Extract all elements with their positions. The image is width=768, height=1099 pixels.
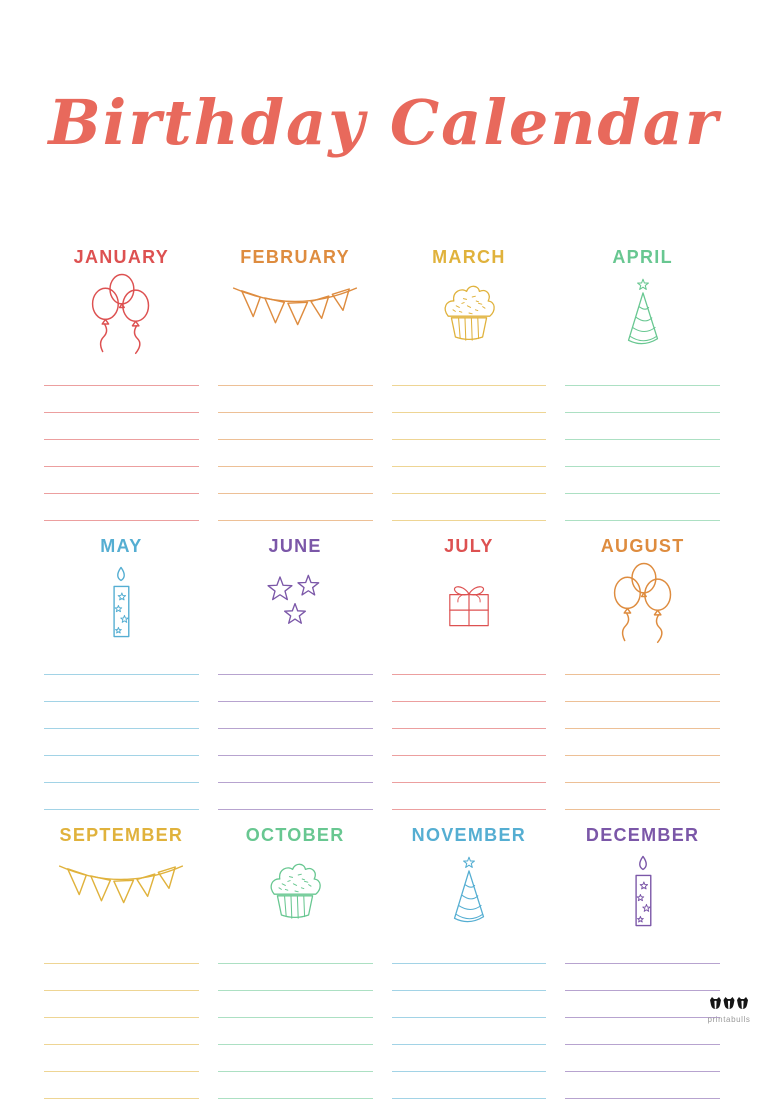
month-lines — [392, 648, 547, 810]
write-line — [44, 964, 199, 991]
write-line — [392, 440, 547, 467]
write-line — [565, 413, 720, 440]
page-title: Birthday Calendar — [48, 85, 720, 159]
write-line — [565, 756, 720, 783]
write-line — [565, 494, 720, 521]
month-label: FEBRUARY — [240, 247, 350, 268]
write-line — [392, 756, 547, 783]
write-line — [218, 440, 373, 467]
write-line — [565, 1045, 720, 1072]
write-line — [218, 1045, 373, 1072]
month-lines — [392, 359, 547, 521]
month-label: JANUARY — [73, 247, 170, 268]
write-line — [565, 648, 720, 675]
write-line — [565, 1018, 720, 1045]
month-cell — [392, 245, 547, 521]
write-line — [392, 1018, 547, 1045]
write-line — [218, 729, 373, 756]
write-line — [565, 729, 720, 756]
write-line — [218, 494, 373, 521]
write-line — [44, 494, 199, 521]
party-hat-icon — [392, 847, 547, 935]
write-line — [565, 964, 720, 991]
write-line — [565, 386, 720, 413]
write-line — [218, 675, 373, 702]
write-line — [218, 783, 373, 810]
month-lines — [218, 937, 373, 1099]
write-line — [565, 702, 720, 729]
month-label: JUNE — [268, 536, 322, 557]
write-line — [218, 756, 373, 783]
write-line — [44, 991, 199, 1018]
write-line — [218, 1018, 373, 1045]
month-cell — [392, 534, 547, 810]
month-cell — [44, 823, 199, 1099]
write-line — [392, 675, 547, 702]
write-line — [44, 729, 199, 756]
month-label: APRIL — [612, 247, 673, 268]
cupcake-icon — [218, 847, 373, 935]
balloons-icon — [44, 269, 199, 357]
write-line — [218, 386, 373, 413]
write-line — [565, 467, 720, 494]
birthday-candle-icon — [565, 847, 720, 935]
write-line — [218, 648, 373, 675]
write-line — [392, 937, 547, 964]
month-cell — [44, 534, 199, 810]
write-line — [392, 1045, 547, 1072]
write-line — [565, 675, 720, 702]
write-line — [44, 1072, 199, 1099]
month-cell — [392, 823, 547, 1099]
month-lines — [565, 648, 720, 810]
write-line — [44, 440, 199, 467]
write-line — [565, 359, 720, 386]
month-lines — [218, 648, 373, 810]
month-label: JULY — [444, 536, 494, 557]
bunting-banner-icon — [218, 269, 373, 357]
month-lines — [565, 359, 720, 521]
write-line — [565, 440, 720, 467]
write-line — [392, 494, 547, 521]
write-line — [392, 729, 547, 756]
cupcake-icon — [392, 269, 547, 357]
month-label: SEPTEMBER — [59, 825, 184, 846]
write-line — [218, 991, 373, 1018]
month-label: AUGUST — [600, 536, 685, 557]
three-bulldogs-icon — [709, 997, 749, 1010]
write-line — [392, 648, 547, 675]
month-lines — [44, 359, 199, 521]
write-line — [392, 1072, 547, 1099]
write-line — [218, 937, 373, 964]
write-line — [392, 413, 547, 440]
write-line — [44, 648, 199, 675]
month-cell — [565, 245, 720, 521]
write-line — [565, 991, 720, 1018]
gift-icon — [392, 558, 547, 646]
write-line — [565, 783, 720, 810]
month-cell — [218, 245, 373, 521]
bunting-banner-icon — [44, 847, 199, 935]
month-cell — [218, 534, 373, 810]
month-label: DECEMBER — [585, 825, 700, 846]
write-line — [218, 702, 373, 729]
month-label: OCTOBER — [245, 825, 345, 846]
write-line — [392, 964, 547, 991]
party-hat-icon — [565, 269, 720, 357]
write-line — [44, 675, 199, 702]
month-cell — [218, 823, 373, 1099]
month-lines — [44, 937, 199, 1099]
month-lines — [218, 359, 373, 521]
write-line — [392, 386, 547, 413]
month-label: NOVEMBER — [411, 825, 527, 846]
month-label: MAY — [100, 536, 143, 557]
write-line — [392, 702, 547, 729]
write-line — [44, 359, 199, 386]
write-line — [218, 359, 373, 386]
birthday-candle-icon — [44, 558, 199, 646]
write-line — [44, 756, 199, 783]
write-line — [44, 783, 199, 810]
month-lines — [392, 937, 547, 1099]
brand-name: printabulls — [707, 1014, 751, 1024]
write-line — [218, 413, 373, 440]
month-label: MARCH — [432, 247, 506, 268]
month-cell — [565, 534, 720, 810]
month-cell — [565, 823, 720, 1099]
write-line — [44, 386, 199, 413]
write-line — [392, 783, 547, 810]
write-line — [392, 359, 547, 386]
write-line — [44, 1018, 199, 1045]
write-line — [44, 413, 199, 440]
month-lines — [565, 937, 720, 1099]
month-lines — [44, 648, 199, 810]
month-cell — [44, 245, 199, 521]
stars-icon — [218, 558, 373, 646]
write-line — [392, 991, 547, 1018]
write-line — [218, 964, 373, 991]
write-line — [44, 937, 199, 964]
write-line — [565, 1072, 720, 1099]
months-grid — [0, 227, 768, 1099]
brand-logo — [698, 997, 760, 1024]
write-line — [565, 937, 720, 964]
write-line — [218, 467, 373, 494]
write-line — [44, 702, 199, 729]
balloons-icon — [565, 558, 720, 646]
write-line — [44, 1045, 199, 1072]
write-line — [44, 467, 199, 494]
write-line — [218, 1072, 373, 1099]
write-line — [392, 467, 547, 494]
